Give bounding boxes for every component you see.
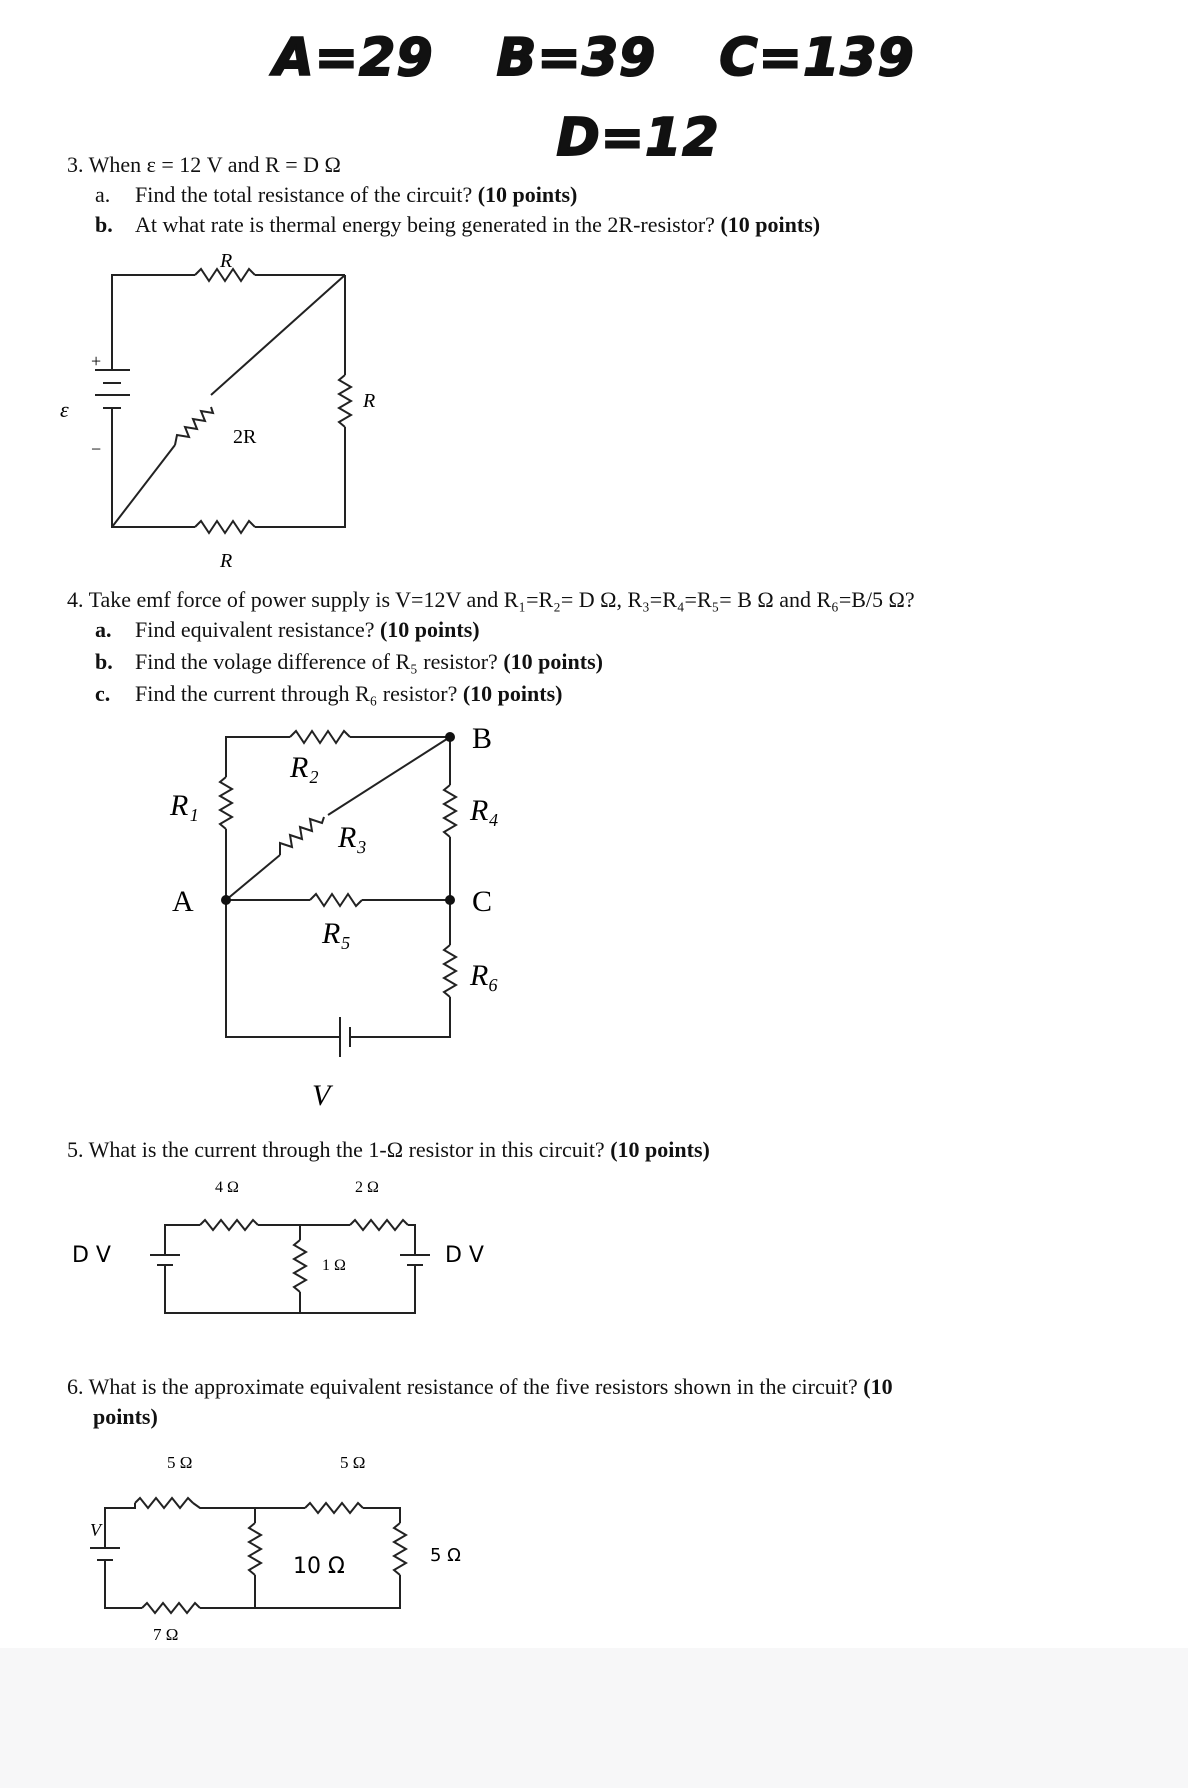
q5-r1-resistor xyxy=(294,1240,306,1292)
q3-b-label: b. xyxy=(95,212,113,237)
q3-part-a xyxy=(95,180,577,210)
q4-b-text: Find the volage difference of R₅ resistor? xyxy=(135,649,498,674)
q5-r4-resistor xyxy=(200,1220,258,1230)
q4-c-points: (10 points) xyxy=(462,681,563,706)
q4-a-text: Find equivalent resistance? xyxy=(135,617,375,642)
q6-r7-resistor xyxy=(142,1603,200,1613)
q4-label-r2: R₂ xyxy=(290,751,319,784)
q3-a-points: (10 points) xyxy=(477,182,578,207)
q5-circuit-diagram xyxy=(60,1170,520,1320)
q4-label-r6: R₆ xyxy=(470,959,499,992)
q4-r2-resistor xyxy=(290,731,350,743)
q4-part-a xyxy=(95,615,480,645)
q5-stem-line xyxy=(67,1135,710,1165)
q4-r4-resistor xyxy=(444,785,456,837)
q3-b-points: (10 points) xyxy=(720,212,821,237)
value-d: D=12 xyxy=(556,108,720,168)
value-c: C=139 xyxy=(719,28,915,88)
q4-a-points: (10 points) xyxy=(379,617,480,642)
q4-b-points: (10 points) xyxy=(503,649,603,674)
q4-label-r4: R₄ xyxy=(470,794,499,827)
q6-label-10ohm: 10 Ω xyxy=(293,1554,345,1579)
q4-r1-resistor xyxy=(220,777,232,829)
q5-label-4ohm: 4 Ω xyxy=(215,1179,239,1196)
q5-label-2ohm: 2 Ω xyxy=(355,1179,379,1196)
q5-r2-resistor xyxy=(350,1220,408,1230)
q6-stem: 6. What is the approximate equivalent resistance of the five resistors shown in the circuit? xyxy=(67,1374,858,1399)
q6-r5-right-resistor xyxy=(305,1503,363,1513)
q6-points-1: (10 xyxy=(863,1374,893,1399)
q4-r3-resistor xyxy=(280,817,324,855)
q3-diagonal-wire xyxy=(112,445,175,527)
q6-label-5ohm-vert: 5 Ω xyxy=(430,1545,461,1566)
q6-stem-line xyxy=(67,1372,893,1402)
q4-c-text: Find the current through R₆ resistor? xyxy=(135,681,458,706)
q6-r5-left-resistor xyxy=(135,1498,193,1508)
q4-node-a-dot xyxy=(221,895,231,905)
q6-points-2: points) xyxy=(93,1404,158,1429)
q3-diag-resistor xyxy=(175,407,213,445)
variable-values-row xyxy=(0,28,1188,88)
q3-top-wire xyxy=(112,275,195,293)
q3-circuit-diagram xyxy=(55,245,375,585)
q6-circuit-diagram xyxy=(75,1448,495,1648)
q6-label-5ohm-left: 5 Ω xyxy=(167,1453,193,1472)
q4-label-node-c: C xyxy=(472,885,493,918)
q3-label-top-r: R xyxy=(220,250,233,272)
q6-r5-vertical-resistor xyxy=(394,1523,406,1575)
q3-label-bottom-r: R xyxy=(220,550,233,572)
q4-r6-resistor xyxy=(444,945,456,997)
q6-label-7ohm: 7 Ω xyxy=(153,1625,179,1644)
q4-circuit-diagram xyxy=(160,715,540,1115)
q4-node-c-dot xyxy=(445,895,455,905)
q3-right-resistor xyxy=(339,375,351,427)
q3-b-text: At what rate is thermal energy being generated in the 2R-resistor? xyxy=(135,212,715,237)
q4-label-node-b: B xyxy=(472,722,493,755)
q3-label-diag: 2R xyxy=(233,426,257,448)
q3-bottom-resistor xyxy=(195,521,255,533)
q5-label-left-v: D V xyxy=(72,1243,111,1268)
q5-stem: 5. What is the current through the 1-Ω resistor in this circuit? xyxy=(67,1137,605,1162)
q3-label-emf: ε xyxy=(60,397,69,422)
q4-r5-resistor xyxy=(310,894,362,906)
q4-stem: 4. Take emf force of power supply is V=12V and R₁=R₂= D Ω, R₃=R₄=R₅= B Ω and R₆=B/5 Ω? xyxy=(67,587,915,612)
q4-part-c xyxy=(95,679,562,709)
q5-points: (10 points) xyxy=(610,1137,710,1162)
q6-label-5ohm-right: 5 Ω xyxy=(340,1453,366,1472)
q3-label-plus: + xyxy=(91,351,102,371)
q4-b-label: b. xyxy=(95,649,113,674)
q4-label-r3: R₃ xyxy=(338,821,367,854)
q6-r10-resistor xyxy=(249,1523,261,1575)
q4-label-r5: R₅ xyxy=(322,917,351,950)
q5-left-battery xyxy=(150,1255,300,1313)
q4-node-b-dot xyxy=(445,732,455,742)
q4-label-r1: R₁ xyxy=(170,789,199,822)
value-b: B=39 xyxy=(496,28,657,88)
q5-label-right-v: D V xyxy=(445,1243,484,1268)
q6-points-line xyxy=(93,1402,158,1432)
q3-label-right-r: R xyxy=(363,390,376,412)
q5-label-1ohm: 1 Ω xyxy=(322,1257,346,1274)
q4-label-v: V xyxy=(312,1079,331,1112)
q3-a-text: Find the total resistance of the circuit? xyxy=(135,182,473,207)
q4-label-node-a: A xyxy=(172,885,194,918)
q4-part-b xyxy=(95,647,603,677)
q3-stem: 3. When ε = 12 V and R = D Ω xyxy=(67,152,341,177)
q3-a-label: a. xyxy=(95,182,111,207)
q4-a-label: a. xyxy=(95,617,112,642)
q3-label-minus: − xyxy=(91,439,102,459)
q3-part-b xyxy=(95,210,820,240)
value-a: A=29 xyxy=(273,28,434,88)
q5-right-battery xyxy=(300,1255,430,1313)
q6-label-v: V xyxy=(90,1520,101,1540)
q4-c-label: c. xyxy=(95,681,111,706)
